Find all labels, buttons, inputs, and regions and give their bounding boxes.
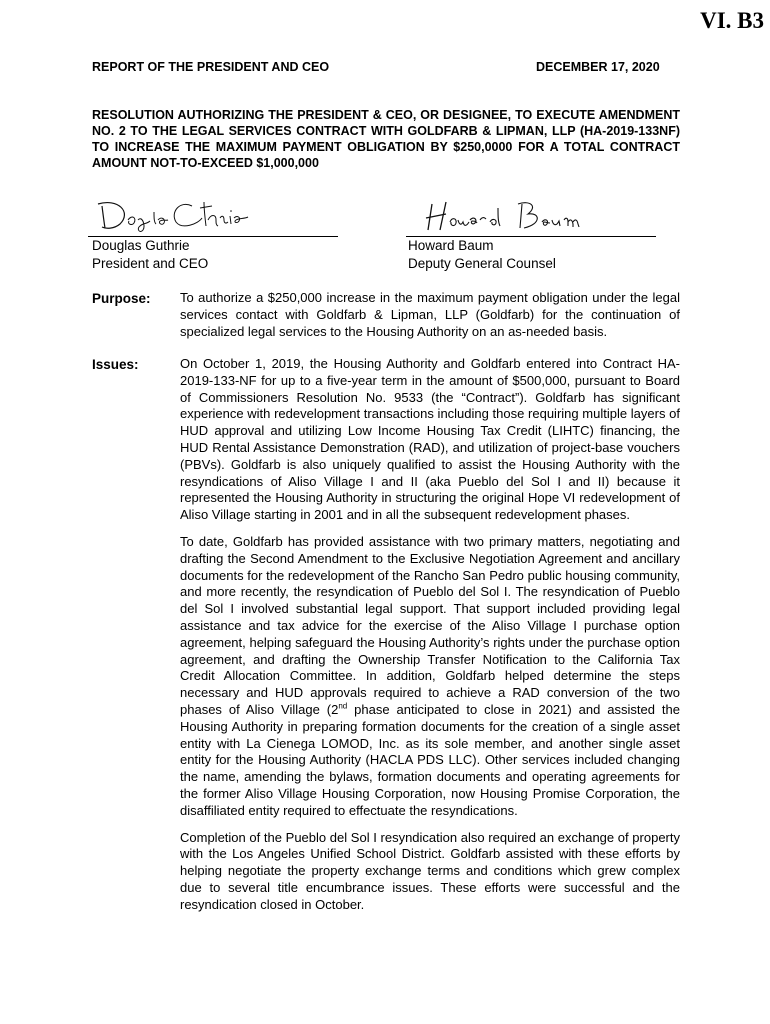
- signature-douglas-guthrie: [88, 192, 338, 236]
- signer-name: Douglas Guthrie: [92, 238, 190, 253]
- purpose-text: To authorize a $250,000 increase in the maximum payment obligation under the legal services contact with Goldfarb & Lipman, LLP (Goldfarb) for the continuation of specialized legal services to the Housing Authority on an as-needed basis.: [180, 290, 680, 339]
- issues-paragraph-3: Completion of the Pueblo del Sol I resyndication also required an exchange of property with the Los Angeles Unified School District. Goldfarb assisted with these efforts by helping negotiate the property exchange terms and conditions which grew complex due to several title encumbrance issues. These efforts were successful and the resyndication closed in October.: [180, 829, 680, 912]
- report-date: DECEMBER 17, 2020: [536, 60, 660, 74]
- signer-name: Howard Baum: [408, 238, 494, 253]
- signature-block-ceo: [88, 192, 338, 273]
- report-header: REPORT OF THE PRESIDENT AND CEO: [92, 60, 330, 74]
- issues-paragraph-2-part-2: phase anticipated to close in 2021) and assisted the Housing Authority in preparing formation documents for the creation of a single asset entity with La Cienega LOMOD, Inc. as its sole member, and another single asset entity for the Housing Authority (HACLA PDS LLC). Other services included changing the name, amending the bylaws, formation documents and operating agreements for the former Aliso Village Housing Corporation, now Housing Promise Corporation, the disaffiliated entity required to effectuate the resyndications.: [180, 701, 680, 818]
- issues-label: Issues:: [92, 357, 139, 372]
- resolution-title: RESOLUTION AUTHORIZING THE PRESIDENT & CEO, OR DESIGNEE, TO EXECUTE AMENDMENT NO. 2 TO THE LEGAL SERVICES CONTRACT WITH GOLDFARB & LIPMAN, LLP (HA-2019-133NF) TO INCREASE THE MAXIMUM PAYMENT OBLIGATION BY $250,0000 FOR A TOTAL CONTRACT AMOUNT NOT-TO-EXCEED $1,000,000: [92, 108, 680, 170]
- issues-paragraph-2-part-1: To date, Goldfarb has provided assistance with two primary matters, negotiating and drafting the Second Amendment to the Exclusive Negotiation Agreement and ancillary documents for the redevelopment of the Rancho San Pedro public housing community, and more recently, the resyndication of Pueblo del Sol I. The resyndication of Pueblo del Sol I involved substantial legal support. That support included providing legal assistance and tax advice for the exercise of the Aliso Village I purchase option agreement, helping safeguard the Housing Authority’s rights under the purchase option agreement, and drafting the Ownership Transfer Notification to the California Tax Credit Allocation Committee. In addition, Goldfarb helped determine the steps necessary and HUD approvals required to achieve a RAD conversion of the two phases of Aliso Village (2: [180, 533, 680, 717]
- ordinal-suffix: nd: [338, 701, 348, 711]
- signature-howard-baum: [406, 192, 656, 236]
- issues-section: [180, 356, 680, 924]
- purpose-section: [180, 290, 680, 350]
- signer-title: President and CEO: [92, 256, 209, 271]
- issues-paragraph-1: On October 1, 2019, the Housing Authority and Goldfarb entered into Contract HA-2019-133-NF for up to a five-year term in the amount of $500,000, pursuant to Board of Commissioners Resolution No. 9533 (the “Contract”). Goldfarb has significant experience with redevelopment transactions including those requiring multiple layers of HUD approval and utilizing Low Income Housing Tax Credit (LIHTC) financing, the HUD Rental Assistance Demonstration (RAD), and utilization of project-base vouchers (PBVs). Goldfarb is also uniquely qualified to assist the Housing Authority with the resyndications of Aliso Village I and II (aka Pueblo del Sol I and II) because it represented the Housing Authority in structuring the original Hope VI redevelopment of Aliso Village starting in 2001 and in all the subsequent redevelopment phases.: [180, 356, 680, 523]
- purpose-label: Purpose:: [92, 291, 151, 306]
- signature-block-counsel: [406, 192, 656, 273]
- agenda-item-number: VI. B3: [700, 8, 764, 33]
- signer-title: Deputy General Counsel: [408, 256, 556, 271]
- handwritten-signature-icon: [88, 192, 278, 236]
- handwritten-signature-icon: [406, 192, 596, 236]
- issues-paragraph-2: [180, 534, 680, 820]
